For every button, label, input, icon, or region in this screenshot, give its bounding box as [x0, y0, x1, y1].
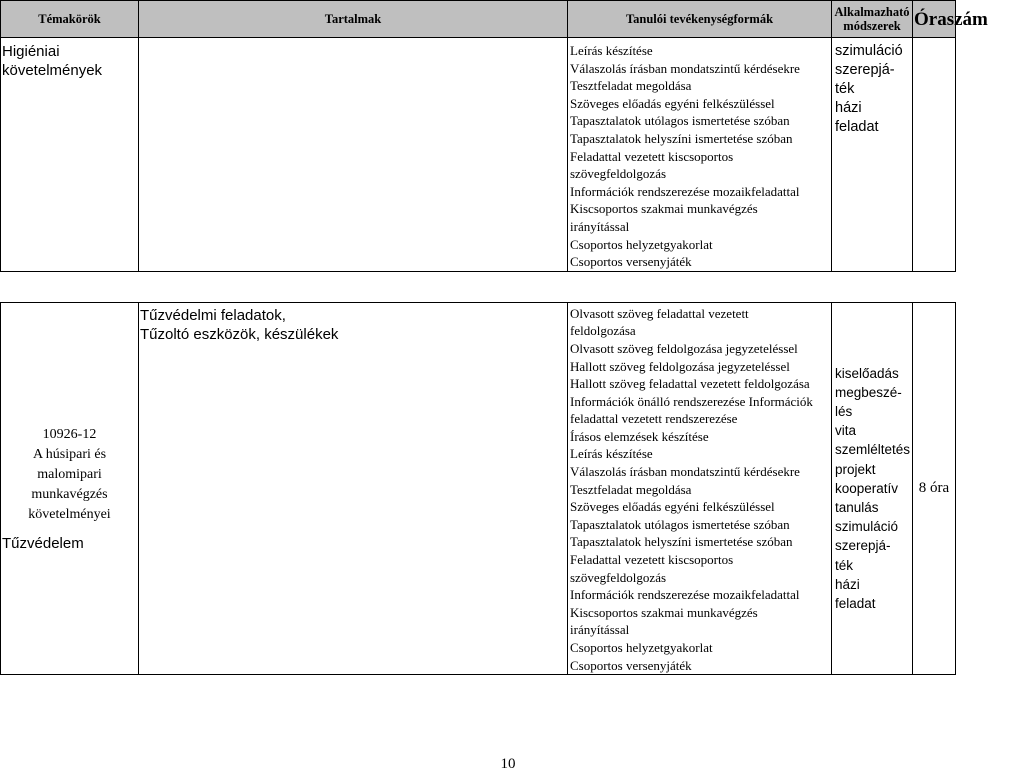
- activity-item: Válaszolás írásban mondatszintű kérdésekre: [570, 464, 800, 480]
- method-item: feladat: [835, 596, 876, 612]
- activity-item: Olvasott szöveg feldolgozása jegyzeteléssel: [570, 340, 798, 356]
- method-item: szerepjá-: [835, 538, 891, 554]
- method-item: szimuláció: [835, 519, 899, 535]
- activity-item: Tapasztalatok utólagos ismertetése szóban: [570, 516, 790, 532]
- activity-item: Információk önálló rendszerezése Információk: [570, 393, 813, 409]
- content-cell: [139, 38, 568, 272]
- header-activities: Tanulói tevékenységformák: [568, 1, 832, 38]
- header-topics: Témakörök: [1, 1, 139, 38]
- method-item: szerepjá-: [835, 62, 895, 78]
- activity-item: feldolgozása: [570, 323, 636, 339]
- table-row: [1, 302, 956, 674]
- method-item: tanulás: [835, 500, 879, 516]
- header-methods: Alkalmazható módszerek: [832, 1, 913, 38]
- method-item: feladat: [835, 119, 879, 135]
- hours-cell: 8 óra: [913, 302, 956, 674]
- activity-item: Csoportos versenyjáték: [570, 254, 692, 270]
- method-item: vita: [835, 423, 857, 439]
- activity-item: feladattal vezetett rendszerezése: [570, 411, 738, 427]
- method-item: kooperatív: [835, 480, 899, 496]
- activity-item: szövegfeldolgozás: [570, 166, 667, 182]
- activity-item: Szöveges előadás egyéni felkészüléssel: [570, 95, 775, 111]
- activities-cell: [568, 38, 832, 272]
- topic-title: Tűzvédelem: [2, 534, 84, 552]
- activity-item: Csoportos helyzetgyakorlat: [570, 236, 713, 252]
- activity-item: Tapasztalatok utólagos ismertetése szóban: [570, 113, 790, 129]
- activity-item: Tapasztalatok helyszíni ismertetése szóban: [570, 534, 793, 550]
- table-row: [1, 38, 956, 272]
- activity-item: Tesztfeladat megoldása: [570, 78, 692, 94]
- spacer-row: [1, 271, 956, 302]
- activity-item: Leírás készítése: [570, 446, 653, 462]
- activity-item: Információk rendszerezése mozaikfeladattal: [570, 587, 800, 603]
- module-code: 10926-12 A húsipari és malomipari munkavégzés követelményei: [28, 426, 111, 522]
- activity-item: Csoportos helyzetgyakorlat: [570, 640, 713, 655]
- activity-item: Olvasott szöveg feladattal vezetett: [570, 305, 749, 321]
- activity-item: Válaszolás írásban mondatszintű kérdésekre: [570, 60, 800, 76]
- method-item: ték: [835, 557, 854, 573]
- method-item: projekt: [835, 461, 876, 477]
- activity-item: Írásos elemzések készítése: [570, 428, 709, 444]
- activity-item: Hallott szöveg feldolgozása jegyzeteléssel: [570, 358, 790, 374]
- header-hours: Óraszám: [913, 1, 956, 38]
- method-item: kiselőadás: [835, 365, 899, 381]
- topic-title: Higiéniai követelmények: [2, 43, 103, 79]
- method-item: házi: [835, 576, 860, 592]
- activity-item: Kiscsoportos szakmai munkavégzés: [570, 201, 758, 217]
- header-row: [1, 1, 956, 38]
- activity-item: Tapasztalatok helyszíni ismertetése szóban: [570, 130, 793, 146]
- activity-item: szövegfeldolgozás: [570, 569, 667, 585]
- activities-cell: [568, 302, 832, 674]
- content-item: Tűzvédelmi feladatok,: [140, 306, 286, 324]
- activity-item: Tesztfeladat megoldása: [570, 481, 692, 497]
- topic-cell: [1, 38, 139, 272]
- method-item: lés: [835, 404, 853, 420]
- activity-item: Csoportos versenyjáték: [570, 657, 692, 673]
- activity-item: Kiscsoportos szakmai munkavégzés: [570, 604, 758, 620]
- activity-item: Feladattal vezetett kiscsoportos: [570, 148, 734, 164]
- activity-item: Feladattal vezetett kiscsoportos: [570, 552, 734, 568]
- page-number: 10: [500, 756, 516, 772]
- method-item: szimuláció: [835, 43, 903, 59]
- activity-item: Szöveges előadás egyéni felkészüléssel: [570, 499, 775, 515]
- content-cell: [139, 302, 568, 674]
- content-item: Tűzoltó eszközök, készülékek: [140, 325, 339, 343]
- activity-item: irányítással: [570, 218, 630, 234]
- activity-item: Információk rendszerezése mozaikfeladattal: [570, 183, 800, 199]
- method-item: ték: [835, 81, 855, 97]
- activity-item: Leírás készítése: [570, 43, 653, 58]
- hours-cell: [913, 38, 956, 272]
- activity-item: Hallott szöveg feladattal vezetett feldolgozása: [570, 376, 810, 392]
- method-item: szemléltetés: [835, 442, 911, 458]
- methods-cell: [832, 302, 913, 674]
- header-contents: Tartalmak: [139, 1, 568, 38]
- method-item: megbeszé-: [835, 384, 902, 400]
- method-item: házi: [835, 100, 862, 116]
- topic-cell: [1, 302, 139, 674]
- methods-cell: [832, 38, 913, 272]
- activity-item: irányítással: [570, 622, 630, 638]
